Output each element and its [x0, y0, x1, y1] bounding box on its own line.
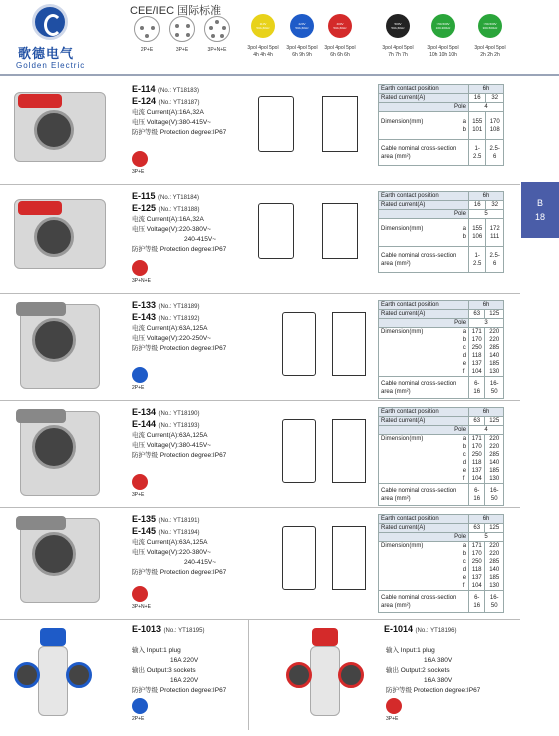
pin-config-label: 3P+N+E: [132, 604, 151, 610]
spec-table: Earth contact position 6h Rated current(A) 63 125 Pole 5 Dimension(mm) a b c d e f 171 170 250 118 137 104 220 220 285 140 185 130 Cable nominal cross-section area (mm²) 6-16 16-50: [378, 514, 504, 613]
spec-block: 电流 Current(A):63A,125A 电压 Voltage(V):380-415V~ 防护等级 Protection degree:IP67: [132, 432, 227, 459]
front-view-drawing: [332, 526, 366, 590]
pole-info: 3pol 4pol 5pol 7h 7h 7h: [382, 45, 414, 58]
adapter-product: [250, 622, 498, 732]
adapter-body: [310, 646, 340, 716]
pin-label: 3P+N+E: [207, 47, 227, 53]
voltage-symbol-icon: [132, 151, 148, 167]
socket-face-icon: [34, 217, 74, 257]
voltage-symbol-icon: [132, 698, 148, 714]
spec-table: Earth contact position 6h Rated current(A) 16 32 Pole 5 Dimension(mm) a b 155 106 172 111 Cable nominal cross-section area (mm²) 1-2.5 2.5-6: [378, 191, 504, 273]
model-number: E-115 (No.: YT18184): [132, 191, 199, 201]
socket-cap: [18, 94, 62, 108]
spec-table: Earth contact position 6h Rated current(A) 63 125 Pole 4 Dimension(mm) a b c d e f 171 170 250 118 137 104 220 220 285 140 185 130 Cable nominal cross-section area (mm²) 6-16 16-50: [378, 407, 504, 506]
product-row: [0, 294, 520, 401]
model-number: E-143 (No.: YT18192): [132, 312, 200, 322]
adapter-top-plug: [40, 628, 66, 646]
socket-cap: [16, 302, 66, 316]
front-view-drawing: [322, 203, 358, 259]
voltage-badge: 400V 50A,60Hz: [328, 14, 352, 38]
voltage-badge: 500V 50A,60Hz: [386, 14, 410, 38]
model-number: E-124 (No.: YT18187): [132, 96, 200, 106]
voltage-symbol-icon: [132, 586, 148, 602]
adapter-socket-right-icon: [66, 662, 92, 688]
product-row: [0, 78, 520, 185]
front-view-drawing: [332, 312, 366, 376]
page-header: [0, 0, 559, 76]
pole-info: 3pol 4pol 5pol 10h 10h 10h: [427, 45, 459, 58]
voltage-badge: 110V 50A,60Hz: [251, 14, 275, 38]
pin-config-label: 3P+E: [132, 169, 145, 175]
model-number: E-1013 (No.: YT18195): [132, 624, 205, 634]
spec-block: 输入 Input:1 plug 16A 380V 输出 Output:2 sockets 16A 380V 防护等级 Protection degree:IP67: [386, 647, 481, 694]
pole-info: 3pol 4pol 5pol 4h 4h 4h: [247, 45, 279, 58]
pin-config-label: 3P+E: [132, 492, 145, 498]
pole-info: 3pol 4pol 5pol 2h 2h 2h: [474, 45, 506, 58]
brand-logo-icon: [32, 4, 68, 40]
side-view-drawing: [282, 419, 316, 483]
voltage-symbol-icon: [132, 260, 148, 276]
side-view-drawing: [258, 96, 294, 152]
socket-cap: [16, 516, 66, 530]
model-number: E-133 (No.: YT18189): [132, 300, 200, 310]
spec-block: 电流 Current(A):16A,32A 电压 Voltage(V):380-415V~ 防护等级 Protection degree:IP67: [132, 109, 227, 136]
adapter-body: [38, 646, 68, 716]
adapter-socket-right-icon: [338, 662, 364, 688]
pin-config-label: 2P+E: [132, 385, 145, 391]
product-row: [0, 185, 520, 294]
model-number: E-134 (No.: YT18190): [132, 407, 200, 417]
brand-name-en: Golden Electric: [16, 61, 86, 70]
voltage-symbol-icon: [132, 367, 148, 383]
socket-cap: [18, 201, 62, 215]
adapter-top-plug: [312, 628, 338, 646]
socket-face-icon: [32, 425, 76, 469]
socket-face-icon: [32, 318, 76, 362]
pin-config-label: 2P+E: [132, 716, 145, 722]
pin-label: 3P+E: [175, 47, 189, 53]
model-number: E-125 (No.: YT18188): [132, 203, 200, 213]
side-view-drawing: [258, 203, 294, 259]
brand-name-cn: 歌德电气: [18, 46, 75, 61]
socket-face-icon: [34, 110, 74, 150]
model-number: E-114 (No.: YT18183): [132, 84, 199, 94]
section-tab: B 18: [521, 182, 559, 238]
side-view-drawing: [282, 312, 316, 376]
front-view-drawing: [332, 419, 366, 483]
product-row: [0, 508, 520, 620]
pin-label: 2P+E: [140, 47, 154, 53]
model-number: E-135 (No.: YT18191): [132, 514, 200, 524]
spec-table: Earth contact position 6h Rated current(A) 63 125 Pole 3 Dimension(mm) a b c d e f 171 170 250 118 137 104 220 220 285 140 185 130 Cable nominal cross-section area (mm²) 6-16 16-50: [378, 300, 504, 399]
pole-info: 3pol 4pol 5pol 6h 6h 6h: [324, 45, 356, 58]
pole-info: 3pol 4pol 5pol 6h 9h 9h: [286, 45, 318, 58]
pin-config-label: 3P+E: [386, 716, 399, 722]
spec-block: 输入 Input:1 plug 16A 220V 输出 Output:3 sockets 16A 220V 防护等级 Protection degree:IP67: [132, 647, 227, 694]
standard-title: CEE/IEC 国际标准: [130, 5, 222, 17]
voltage-symbol-icon: [132, 474, 148, 490]
spec-block: 电流 Current(A):63A,125A 电压 Voltage(V):220-250V~ 防护等级 Protection degree:IP67: [132, 325, 227, 352]
model-number: E-144 (No.: YT18193): [132, 419, 200, 429]
model-number: E-145 (No.: YT18194): [132, 526, 200, 536]
spec-block: 电流 Current(A):16A,32A 电压 Voltage(V):220-380V~ 240-415V~ 防护等级 Protection degree:IP67: [132, 216, 227, 253]
bottom-divider: [248, 620, 249, 730]
voltage-badge: >50-500V 100-300Hz: [431, 14, 455, 38]
adapter-socket-left-icon: [286, 662, 312, 688]
front-view-drawing: [322, 96, 358, 152]
voltage-badge: 220V 50A,60Hz: [290, 14, 314, 38]
adapter-socket-left-icon: [14, 662, 40, 688]
voltage-badge: >50-500V 300-500Hz: [478, 14, 502, 38]
socket-cap: [16, 409, 66, 423]
pin-diagram-3pn-icon: [204, 16, 230, 42]
voltage-symbol-icon: [386, 698, 402, 714]
socket-face-icon: [32, 532, 76, 576]
spec-table: Earth contact position 6h Rated current(A) 16 32 Pole 4 Dimension(mm) a b 155 101 170 108 Cable nominal cross-section area (mm²) 1-2.5 2.5-6: [378, 84, 504, 166]
adapter-product: [0, 622, 248, 732]
model-number: E-1014 (No.: YT18196): [384, 624, 457, 634]
side-view-drawing: [282, 526, 316, 590]
spec-block: 电流 Current(A):63A,125A 电压 Voltage(V):220-380V~ 240-415V~ 防护等级 Protection degree:IP67: [132, 539, 227, 576]
pin-diagram-2p-icon: [134, 16, 160, 42]
pin-diagram-3p-icon: [169, 16, 195, 42]
pin-config-label: 3P+N+E: [132, 278, 151, 284]
product-row: [0, 401, 520, 508]
